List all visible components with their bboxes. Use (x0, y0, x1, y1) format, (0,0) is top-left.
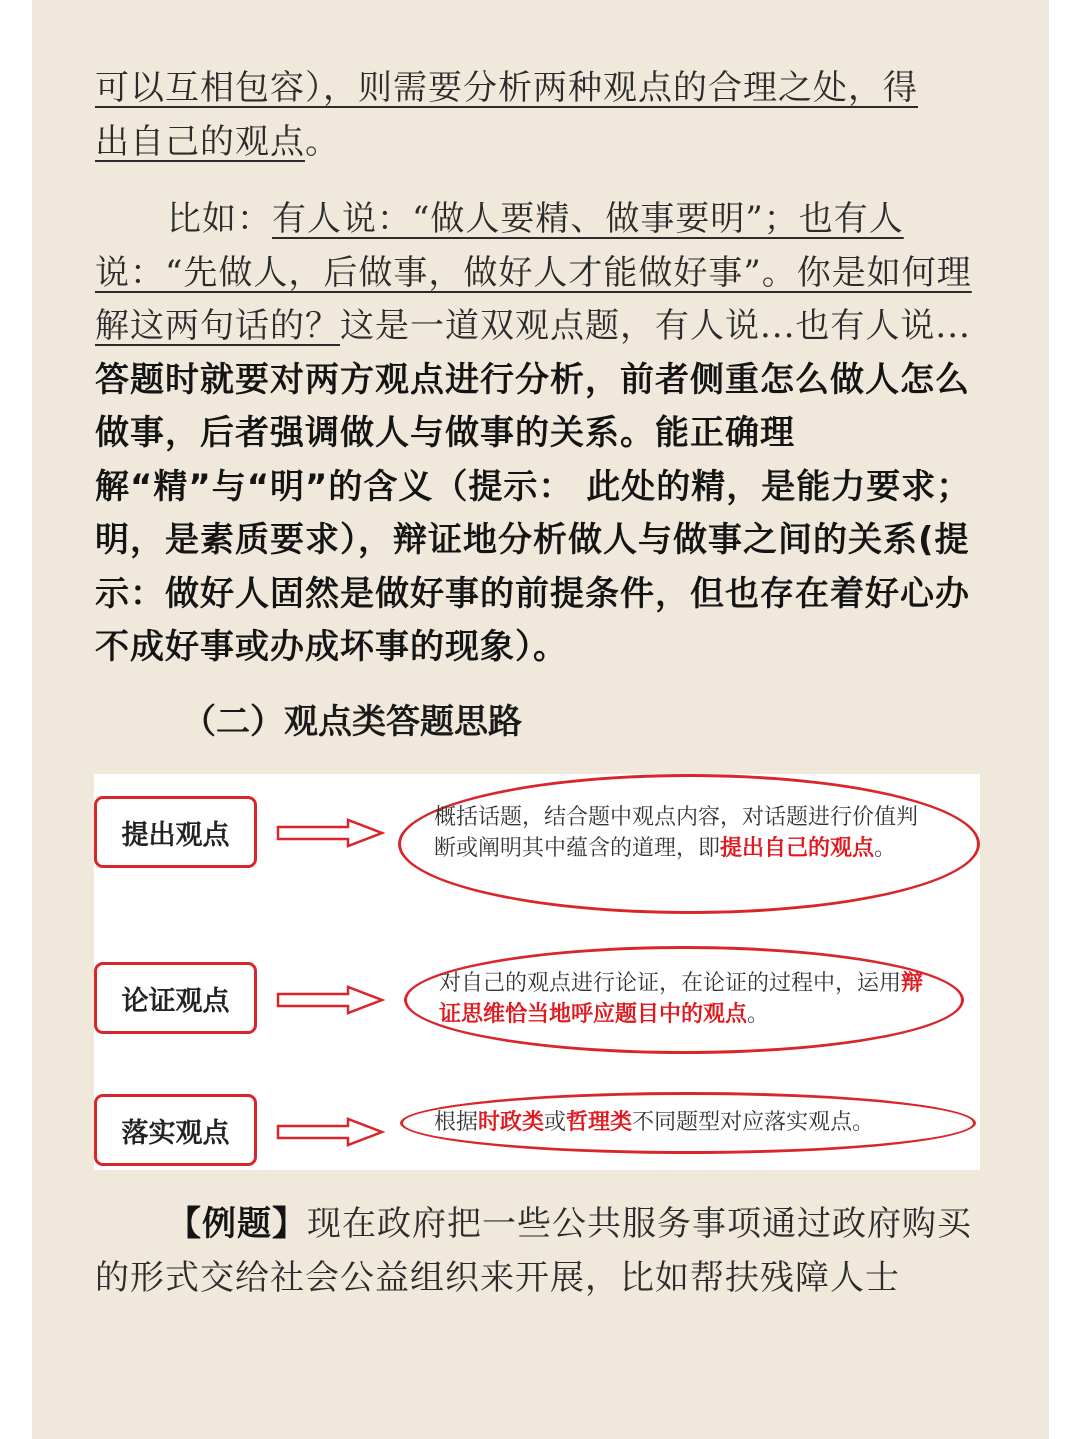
step-box-raise-viewpoint: 提出观点 (94, 796, 257, 868)
paragraph-example-analysis (95, 193, 988, 675)
description-text: 概括话题，结合题中观点内容，对话题进行价值判断或阐明其中蕴含的道理，即 (434, 805, 919, 861)
description-text: 。 (874, 836, 897, 861)
description-text: 或 (544, 1110, 567, 1135)
example-label: 【例题】 (167, 1204, 307, 1244)
question-type-note: 这是一道双观点题，有人说...也有人说... (340, 306, 971, 346)
description-text: 根据 (434, 1110, 479, 1135)
example-text: 现在政府把一些公共服务事项通过政府购买的形式交给社会公益组织来开展，比如帮扶残障人士 (95, 1204, 972, 1298)
right-arrow-icon (276, 818, 386, 848)
highlight-text: 时政类 (478, 1110, 545, 1135)
step-description-3 (434, 1107, 964, 1138)
lead-text: 比如： (167, 199, 272, 239)
highlight-text: 哲理类 (566, 1110, 633, 1135)
paragraph-intro-continuation (95, 62, 988, 169)
section-heading: （二）观点类答题思路 (182, 702, 522, 742)
punctuation: 。 (305, 121, 340, 162)
underlined-text: 出自己的观点 (95, 121, 305, 162)
example-paragraph (95, 1198, 988, 1305)
right-arrow-icon (276, 1117, 386, 1147)
paragraph-line (95, 116, 988, 170)
right-arrow-icon (276, 985, 386, 1015)
step-description-1 (434, 802, 934, 864)
underlined-text: 可以互相包容），则需要分析两种观点的合理之处，得 (95, 68, 918, 108)
step-description-2 (439, 968, 939, 1030)
description-text: 不同题型对应落实观点。 (632, 1110, 875, 1135)
paragraph-line (95, 62, 988, 116)
description-text: 。 (747, 1002, 770, 1027)
highlight-text: 提出自己的观点 (720, 836, 875, 861)
step-box-argue-viewpoint: 论证观点 (94, 962, 257, 1034)
step-box-implement-viewpoint: 落实观点 (94, 1094, 257, 1166)
example-question: 有人说：“做人要精、做事要明”；也有人说：“先做人，后做事，做好人才能做好事”。你是如何理解这两句话的？ (95, 199, 972, 346)
highlight-text: 辩证思维恰当地呼应题目中的观点 (439, 971, 924, 1027)
answer-approach-diagram (94, 774, 980, 1170)
description-text: 对自己的观点进行论证，在论证的过程中，运用 (439, 971, 902, 996)
answer-guidance: 答题时就要对两方观点进行分析，前者侧重怎么做人怎么做事，后者强调做人与做事的关系。能正确理解“精”与“明”的含义（提示： 此处的精，是能力要求；明，是素质要求），辩证地分析做人与做事之间的关系(提示：做好人固然是做好事的前提条件，但也存在着好心办不成好事或办成坏事的现象）。 (95, 359, 972, 667)
